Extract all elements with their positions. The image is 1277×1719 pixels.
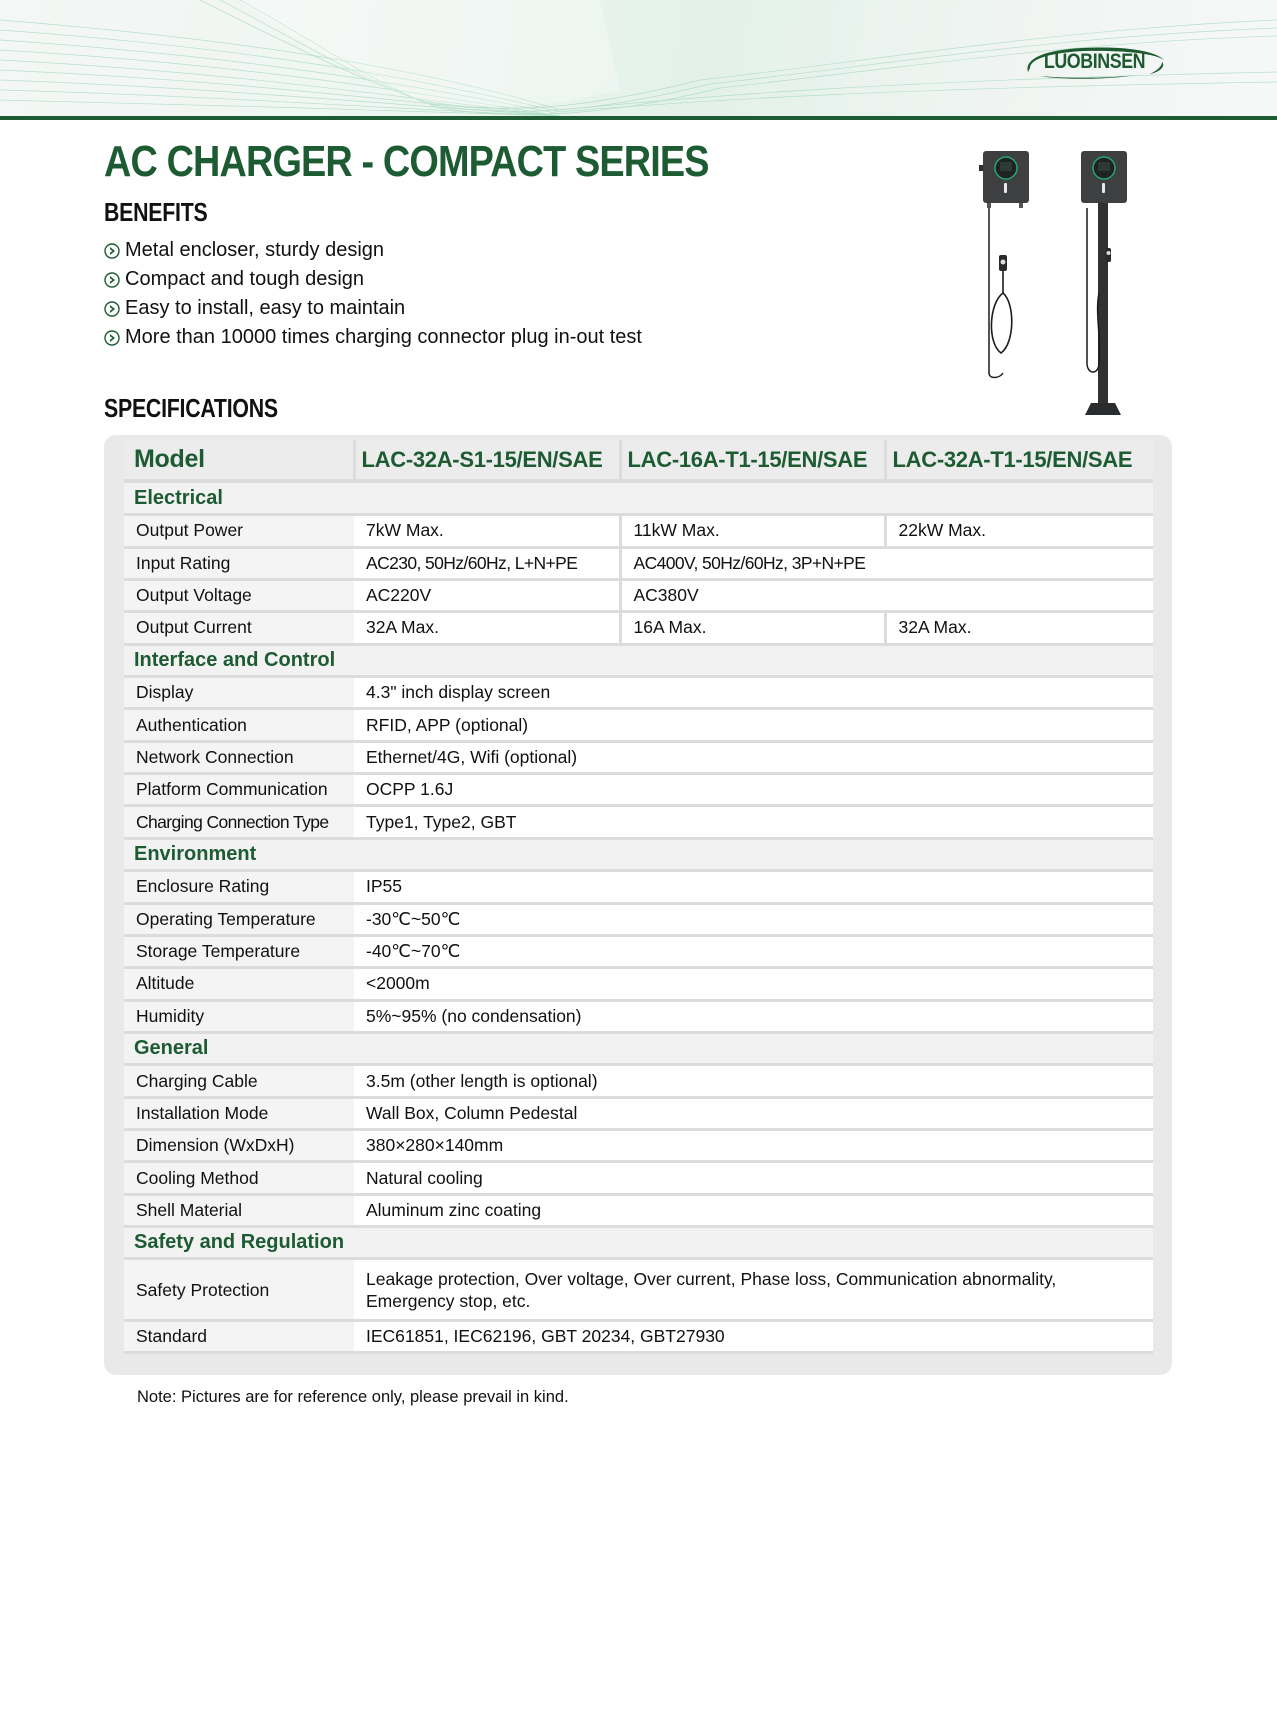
row-value: Type1, Type2, GBT — [354, 806, 1153, 838]
circle-chevron-right-icon — [104, 330, 120, 346]
row-label: Cooling Method — [124, 1162, 354, 1194]
row-label: Charging Connection Type — [124, 806, 354, 838]
row-label: Storage Temperature — [124, 935, 354, 967]
row-value: Aluminum zinc coating — [354, 1194, 1153, 1226]
table-row — [124, 774, 1153, 806]
row-label: Authentication — [124, 709, 354, 741]
row-value: <2000m — [354, 968, 1153, 1000]
row-value: Ethernet/4G, Wifi (optional) — [354, 741, 1153, 773]
section-title: Electrical — [124, 481, 1153, 514]
row-value: -40℃~70℃ — [354, 935, 1153, 967]
section-title: General — [124, 1032, 1153, 1064]
model-header-row — [124, 440, 1153, 481]
section-header-general — [124, 1032, 1153, 1064]
row-value: 22kW Max. — [885, 515, 1153, 547]
product-image — [975, 143, 1145, 423]
benefits-heading: BENEFITS — [104, 197, 208, 227]
disclaimer-note: Note: Pictures are for reference only, please prevail in kind. — [137, 1388, 569, 1406]
benefit-text: Metal encloser, sturdy design — [125, 239, 385, 261]
row-label: Output Power — [124, 515, 354, 547]
section-title: Interface and Control — [124, 644, 1153, 676]
wallbox-charger-illustration — [979, 151, 1029, 378]
circle-chevron-right-icon — [104, 301, 120, 317]
model-name: LAC-32A-S1-15/EN/SAE — [354, 440, 620, 481]
row-value: AC220V — [354, 579, 620, 611]
row-value: AC400V, 50Hz/60Hz, 3P+N+PE — [620, 547, 1153, 579]
circle-chevron-right-icon — [104, 272, 120, 288]
row-label: Enclosure Rating — [124, 871, 354, 903]
logo-text: LUOBINSEN — [1043, 50, 1146, 73]
table-row — [124, 1162, 1153, 1194]
table-row — [124, 741, 1153, 773]
row-value: AC380V — [620, 579, 1153, 611]
table-row — [124, 1000, 1153, 1032]
section-title: Safety and Regulation — [124, 1227, 1153, 1259]
table-row — [124, 1320, 1153, 1352]
row-value: Leakage protection, Over voltage, Over current, Phase loss, Communication abnormality, Emergency stop, etc. — [354, 1259, 1153, 1320]
row-value: Natural cooling — [354, 1162, 1153, 1194]
row-value: 32A Max. — [354, 612, 620, 644]
row-label: Network Connection — [124, 741, 354, 773]
model-label: Model — [124, 440, 354, 481]
row-label: Shell Material — [124, 1194, 354, 1226]
table-row — [124, 1097, 1153, 1129]
table-row — [124, 871, 1153, 903]
section-header-environment — [124, 838, 1153, 870]
section-title: Environment — [124, 838, 1153, 870]
brand-logo — [1022, 42, 1167, 82]
row-label: Output Current — [124, 612, 354, 644]
table-row — [124, 1194, 1153, 1226]
table-row — [124, 515, 1153, 547]
row-label: Safety Protection — [124, 1259, 354, 1320]
table-row — [124, 677, 1153, 709]
row-label: Output Voltage — [124, 579, 354, 611]
row-value: AC230, 50Hz/60Hz, L+N+PE — [354, 547, 620, 579]
row-label: Input Rating — [124, 547, 354, 579]
row-value: RFID, APP (optional) — [354, 709, 1153, 741]
row-value: IP55 — [354, 871, 1153, 903]
row-value: 32A Max. — [885, 612, 1153, 644]
row-value: 5%~95% (no condensation) — [354, 1000, 1153, 1032]
table-row — [124, 579, 1153, 611]
row-value: Wall Box, Column Pedestal — [354, 1097, 1153, 1129]
table-row — [124, 935, 1153, 967]
row-label: Charging Cable — [124, 1065, 354, 1097]
row-value: -30℃~50℃ — [354, 903, 1153, 935]
row-value: OCPP 1.6J — [354, 774, 1153, 806]
benefit-item — [104, 236, 642, 265]
benefit-text: More than 10000 times charging connector plug in-out test — [125, 326, 642, 348]
benefits-list — [104, 236, 642, 352]
row-value: 380×280×140mm — [354, 1130, 1153, 1162]
table-row — [124, 806, 1153, 838]
section-header-interface — [124, 644, 1153, 676]
model-name: LAC-32A-T1-15/EN/SAE — [885, 440, 1153, 481]
table-row — [124, 612, 1153, 644]
row-value: 16A Max. — [620, 612, 885, 644]
row-value: IEC61851, IEC62196, GBT 20234, GBT27930 — [354, 1320, 1153, 1352]
table-row — [124, 547, 1153, 579]
table-row — [124, 968, 1153, 1000]
row-label: Humidity — [124, 1000, 354, 1032]
circle-chevron-right-icon — [104, 243, 120, 259]
row-label: Installation Mode — [124, 1097, 354, 1129]
table-row — [124, 1259, 1153, 1320]
row-label: Operating Temperature — [124, 903, 354, 935]
table-row — [124, 1065, 1153, 1097]
row-label: Display — [124, 677, 354, 709]
row-label: Altitude — [124, 968, 354, 1000]
spec-table — [124, 440, 1153, 1354]
pedestal-charger-illustration — [1081, 151, 1127, 415]
benefit-text: Compact and tough design — [125, 268, 365, 290]
page-title: AC CHARGER - COMPACT SERIES — [104, 137, 709, 186]
row-label: Platform Communication — [124, 774, 354, 806]
table-row — [124, 903, 1153, 935]
benefit-item — [104, 265, 642, 294]
header-divider — [0, 116, 1277, 120]
table-row — [124, 709, 1153, 741]
row-value: 11kW Max. — [620, 515, 885, 547]
benefit-item — [104, 294, 642, 323]
row-label: Standard — [124, 1320, 354, 1352]
benefit-text: Easy to install, easy to maintain — [125, 297, 406, 319]
specifications-heading: SPECIFICATIONS — [104, 393, 278, 423]
model-name: LAC-16A-T1-15/EN/SAE — [620, 440, 885, 481]
row-value: 3.5m (other length is optional) — [354, 1065, 1153, 1097]
row-value: 4.3" inch display screen — [354, 677, 1153, 709]
row-value: 7kW Max. — [354, 515, 620, 547]
row-label: Dimension (WxDxH) — [124, 1130, 354, 1162]
section-header-electrical — [124, 481, 1153, 514]
benefit-item — [104, 323, 642, 352]
header-banner — [0, 0, 1277, 116]
table-row — [124, 1130, 1153, 1162]
section-header-safety — [124, 1227, 1153, 1259]
